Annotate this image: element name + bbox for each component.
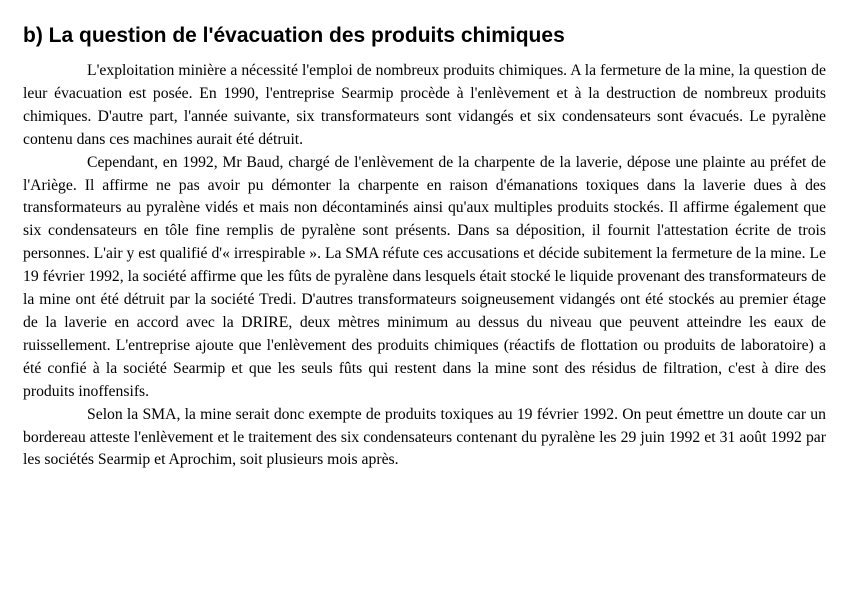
document-page <box>23 0 826 595</box>
section-heading: b) La question de l'évacuation des produits chimiques <box>23 24 565 47</box>
paragraph-1: L'exploitation minière a nécessité l'emploi de nombreux produits chimiques. A la fermeture de la mine, la question de leur évacuation est posée. En 1990, l'entreprise Searmip procède à l'enlèvement et à la destruction de nombreux produits chimiques. D'autre part, l'année suivante, six transformateurs sont vidangés et six condensateurs sont évacués. Le pyralène contenu dans ces machines aurait été détruit. <box>23 62 826 148</box>
paragraph-2: Cependant, en 1992, Mr Baud, chargé de l'enlèvement de la charpente de la laverie, dépose une plainte au préfet de l'Ariège. Il affirme ne pas avoir pu démonter la charpente en raison d'émanations toxiques dans la laverie dues à des transformateurs au pyralène vidés et mais non décontaminés ainsi qu'aux multiples produits stockés. Il affirme également que six condensateurs en tôle fine remplis de pyralène sont présents. Dans sa déposition, il fournit l'attestation écrite de trois personnes. L'air y est qualifié d'« irrespirable ». La SMA réfute ces accusations et décide subitement la fermeture de la mine. Le 19 février 1992, la société affirme que les fûts de pyralène dans lesquels était stocké le liquide provenant des transformateurs de la mine ont été détruit par la société Tredi. D'autres transformateurs soigneusement vidangés ont été stockés au premier étage de la laverie en accord avec la DRIRE, deux mètres minimum au dessus du niveau que peuvent atteindre les eaux de ruissellement. L'entreprise ajoute que l'enlèvement des produits chimiques (réactifs de flottation ou produits de laboratoire) a été confié à la société Searmip et que les seuls fûts qui restent dans la mine sont des résidus de filtration, c'est à dire des produits inoffensifs. <box>23 153 826 400</box>
paragraph-3: Selon la SMA, la mine serait donc exempte de produits toxiques au 19 février 1992. On peut émettre un doute car un bordereau atteste l'enlèvement et le traitement des six condensateurs contenant du pyralène les 29 juin 1992 et 31 août 1992 par les sociétés Searmip et Aprochim, soit plusieurs mois après. <box>23 405 826 469</box>
section-body <box>23 60 826 472</box>
